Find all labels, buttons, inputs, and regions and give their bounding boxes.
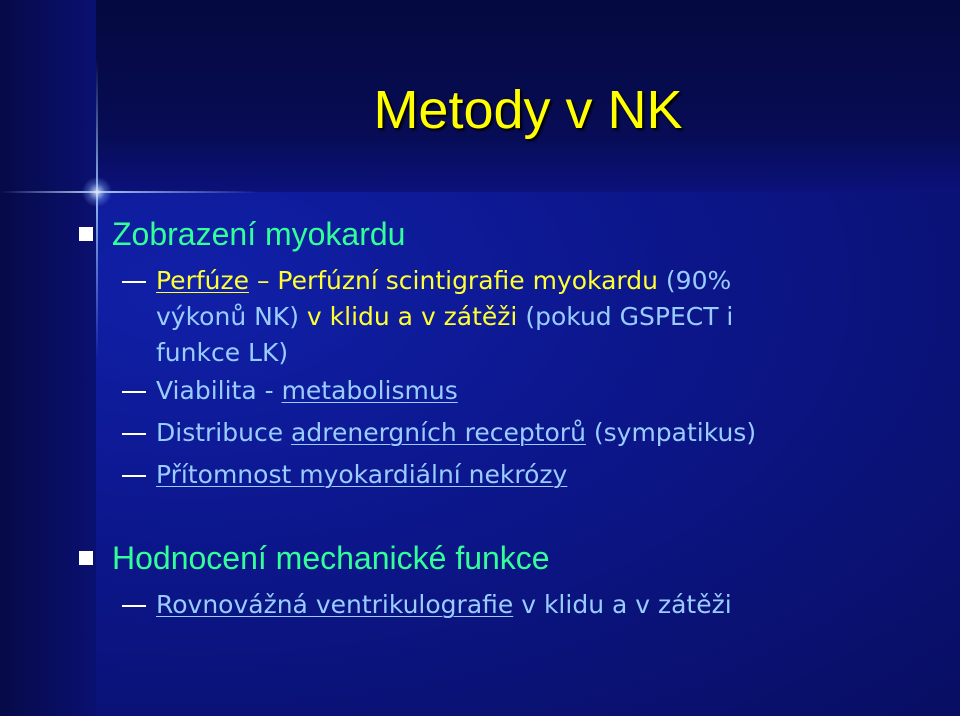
dash-bullet-icon [122, 475, 146, 477]
left-band-decoration [0, 0, 96, 716]
ventriculography-link: Rovnovážná ventrikulografie [156, 590, 514, 619]
list-item-necrosis [156, 456, 567, 494]
square-bullet-icon [79, 551, 93, 565]
square-bullet-icon [79, 227, 93, 241]
dash-bullet-icon [122, 391, 146, 393]
slide-title: Metody v NK [373, 80, 683, 140]
flare-glow-decoration [82, 177, 112, 207]
metabolism-link: metabolismus [281, 376, 458, 405]
list-item-perfusion-cont2: funkce LK) [156, 338, 289, 367]
adrenergic-receptors-link: adrenergních receptorů [291, 418, 586, 447]
section-heading-mechanical-function: Hodnocení mechanické funkce [112, 540, 550, 577]
perfusion-description: Perfúzní scintigrafie myokardu [277, 266, 658, 295]
list-item-perfusion: Perfúze – Perfúzní scintigrafie myokardu (90% [156, 262, 731, 300]
necrosis-link: Přítomnost myokardiální nekrózy [156, 460, 568, 489]
list-item-ventriculography: Rovnovážná ventrikulografie v klidu a v zátěži [156, 586, 732, 624]
section-heading-imaging: Zobrazení myokardu [112, 216, 405, 253]
perfusion-term: Perfúze [156, 266, 249, 295]
flare-horizontal-decoration [0, 191, 260, 193]
list-item-perfusion-cont: výkonů NK) v klidu a v zátěži (pokud GSPECT i [156, 302, 734, 331]
list-item-distribution: Distribuce adrenergních receptorů (sympatikus) [156, 414, 756, 452]
dash-bullet-icon [122, 433, 146, 435]
list-item-viability: Viabilita - metabolismus [156, 372, 458, 410]
dash-bullet-icon [122, 605, 146, 607]
dash-bullet-icon [122, 281, 146, 283]
